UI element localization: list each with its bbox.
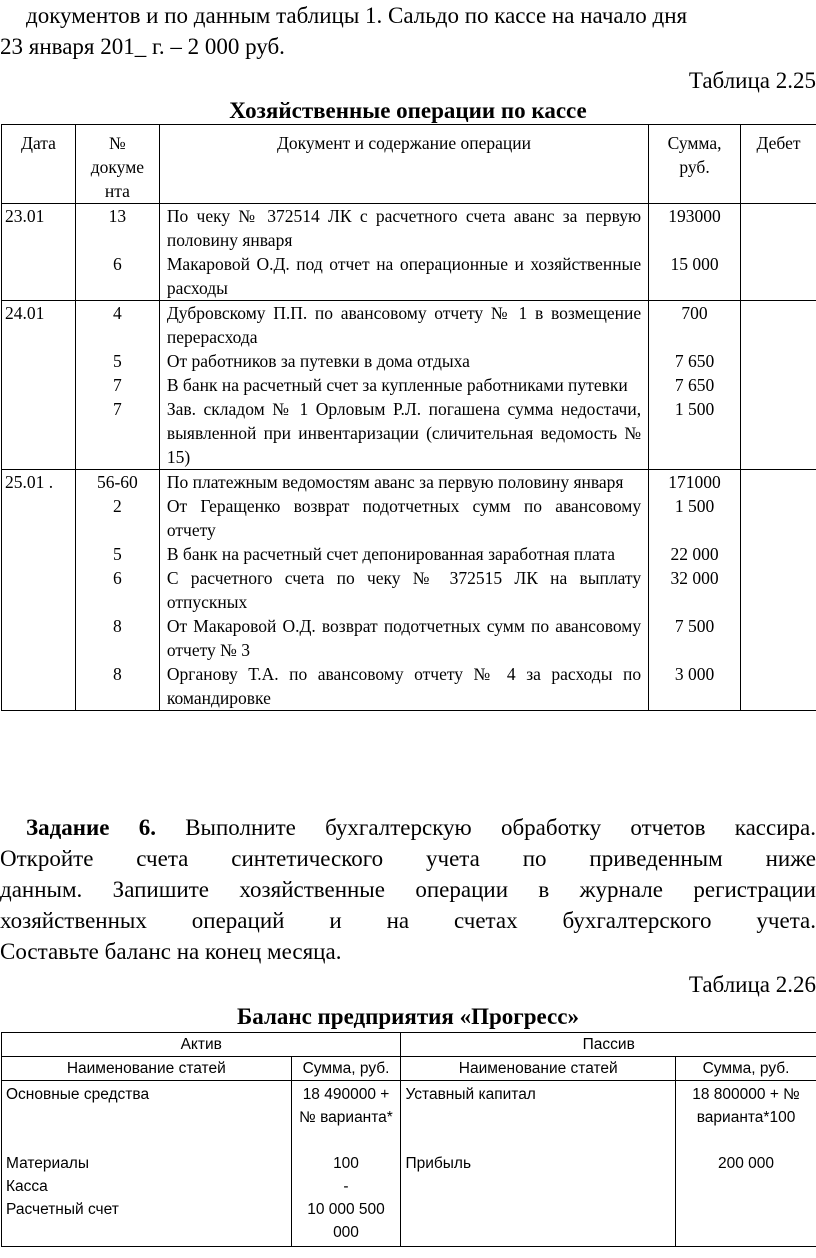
asset-sum: 100 (333, 1155, 359, 1172)
header-doc-no: № докуме нта (75, 125, 159, 204)
liability-sums-cell (676, 1081, 816, 1247)
operation-doc-no: 8 (113, 664, 122, 684)
header-liability-sum: Сумма, руб. (676, 1057, 816, 1081)
balance-header-row (2, 1057, 816, 1081)
header-debit: Дебет (741, 125, 816, 204)
operation-doc-no: 8 (113, 616, 122, 636)
operation-doc-no: 5 (113, 351, 122, 371)
operation-text: Макаровой О.Д. под отчет на операционные и хозяйственные расходы (166, 254, 642, 298)
date-cell: 25.01 . (2, 470, 76, 711)
intro-paragraph (0, 0, 816, 62)
operation-doc-no: 7 (113, 399, 122, 419)
liability-sum: 200 000 (718, 1155, 775, 1172)
content-cell (159, 301, 648, 470)
operation-sum: 3 000 (674, 664, 715, 684)
asset-name: Материалы (6, 1155, 89, 1172)
operation-sum: 32 000 (670, 568, 719, 588)
balance-table (1, 1032, 816, 1247)
task-line-5: Составьте баланс на конец месяца. (0, 939, 342, 964)
task-line-1: Выполните бухгалтерскую обработку отчетов кассира. (185, 815, 816, 840)
table-row (2, 470, 816, 711)
operation-sum: 1 500 (674, 496, 715, 516)
header-asset-name: Наименование статей (2, 1057, 292, 1081)
doc-no-cell (75, 204, 159, 301)
operation-sum: 22 000 (670, 544, 719, 564)
liability-name: Уставный капитал (405, 1086, 536, 1103)
operation-doc-no: 56-60 (96, 472, 138, 492)
debit-cell (741, 204, 816, 301)
operation-text: От работников за путевки в дома отдыха (166, 351, 470, 371)
operation-doc-no: 6 (113, 254, 122, 274)
operation-text: Дубровскому П.П. по авансовому отчету № 1 в возмещение перерасхода (166, 303, 642, 347)
operation-text: Органову Т.А. по авансовому отчету № 4 за расходы по командировке (166, 664, 642, 708)
asset-sum: 18 490000 +№ варианта* (299, 1086, 393, 1126)
header-liability-name: Наименование статей (401, 1057, 676, 1081)
table-row (2, 204, 816, 301)
task-line-2: Откройте счета синтетического учета по приведенным ниже (0, 846, 816, 871)
asset-names-cell (2, 1081, 292, 1247)
balance-section-row (2, 1033, 816, 1057)
task-paragraph (0, 812, 816, 967)
debit-cell (741, 470, 816, 711)
task-heading: Задание 6. (26, 815, 156, 840)
table-header-row (2, 125, 816, 204)
header-sum: Сумма, руб. (649, 125, 741, 204)
sum-cell (649, 470, 741, 711)
content-cell (159, 204, 648, 301)
operation-doc-no: 13 (108, 206, 127, 226)
operation-sum: 700 (681, 303, 708, 323)
header-asset-sum: Сумма, руб. (291, 1057, 401, 1081)
operation-sum: 7 500 (674, 616, 715, 636)
header-passive: Пассив (401, 1033, 816, 1057)
operation-text: В банк на расчетный счет депонированная заработная плата (166, 544, 615, 564)
date-cell: 23.01 (2, 204, 76, 301)
liability-sum: 18 800000 + № варианта*100 (692, 1086, 800, 1126)
operation-sum: 7 650 (674, 375, 715, 395)
operation-doc-no: 6 (113, 568, 122, 588)
operation-text: По платежным ведомостям аванс за первую половину января (166, 472, 624, 492)
operation-text: С расчетного счета по чеку № 372515 ЛК на выплату отпускных (166, 568, 642, 612)
intro-line-2: 23 января 201_ г. – 2 000 руб. (0, 34, 285, 59)
operation-sum: 193000 (668, 206, 721, 226)
table-row (2, 301, 816, 470)
debit-cell (741, 301, 816, 470)
operation-text: От Макаровой О.Д. возврат подотчетных сумм по авансовому отчету № 3 (166, 616, 642, 660)
operation-sum: 1 500 (674, 399, 715, 419)
intro-line-1: документов и по данным таблицы 1. Сальдо по кассе на начало дня (26, 3, 688, 28)
date-cell: 24.01 (2, 301, 76, 470)
task-line-3: данным. Запишите хозяйственные операции в журнале регистрации (0, 877, 816, 902)
operation-doc-no: 2 (113, 496, 122, 516)
operation-text: В банк на расчетный счет за купленные работниками путевки (166, 375, 628, 395)
table-1-label: Таблица 2.25 (688, 68, 816, 93)
task-line-4: хозяйственных операций и на счетах бухгалтерского учета. (0, 908, 816, 933)
operation-sum: 15 000 (670, 254, 719, 274)
operation-doc-no: 5 (113, 544, 122, 564)
asset-name: Касса (6, 1178, 48, 1195)
liability-name: Прибыль (405, 1155, 472, 1172)
operation-sum: 171000 (668, 472, 721, 492)
operation-text: По чеку № 372514 ЛК с расчетного счета аванс за первую половину января (166, 206, 642, 250)
asset-sum: 10 000 500 000 (307, 1201, 385, 1241)
asset-name: Основные средства (6, 1086, 150, 1103)
operation-doc-no: 4 (113, 303, 122, 323)
doc-no-cell (75, 470, 159, 711)
asset-sum: - (343, 1178, 349, 1195)
operation-sum: 7 650 (674, 351, 715, 371)
table-2-title: Баланс предприятия «Прогресс» (237, 1004, 579, 1029)
doc-no-cell (75, 301, 159, 470)
content-cell (159, 470, 648, 711)
table-1-title: Хозяйственные операции по кассе (229, 98, 587, 123)
header-date: Дата (2, 125, 76, 204)
header-active: Актив (2, 1033, 401, 1057)
header-content: Документ и содержание операции (159, 125, 648, 204)
operation-text: От Геращенко возврат подотчетных сумм по авансовому отчету (166, 496, 642, 540)
operation-doc-no: 7 (113, 375, 122, 395)
liability-names-cell (401, 1081, 676, 1247)
table-2-label: Таблица 2.26 (688, 972, 816, 997)
operation-text: Зав. складом № 1 Орловым Р.Л. погашена сумма недостачи, выявленной при инвентаризации (сличительная ведомость № 15) (166, 399, 642, 467)
sum-cell (649, 301, 741, 470)
sum-cell (649, 204, 741, 301)
balance-body-row (2, 1081, 816, 1247)
asset-sums-cell (291, 1081, 401, 1247)
asset-name: Расчетный счет (6, 1201, 119, 1218)
cash-operations-table (1, 124, 816, 711)
